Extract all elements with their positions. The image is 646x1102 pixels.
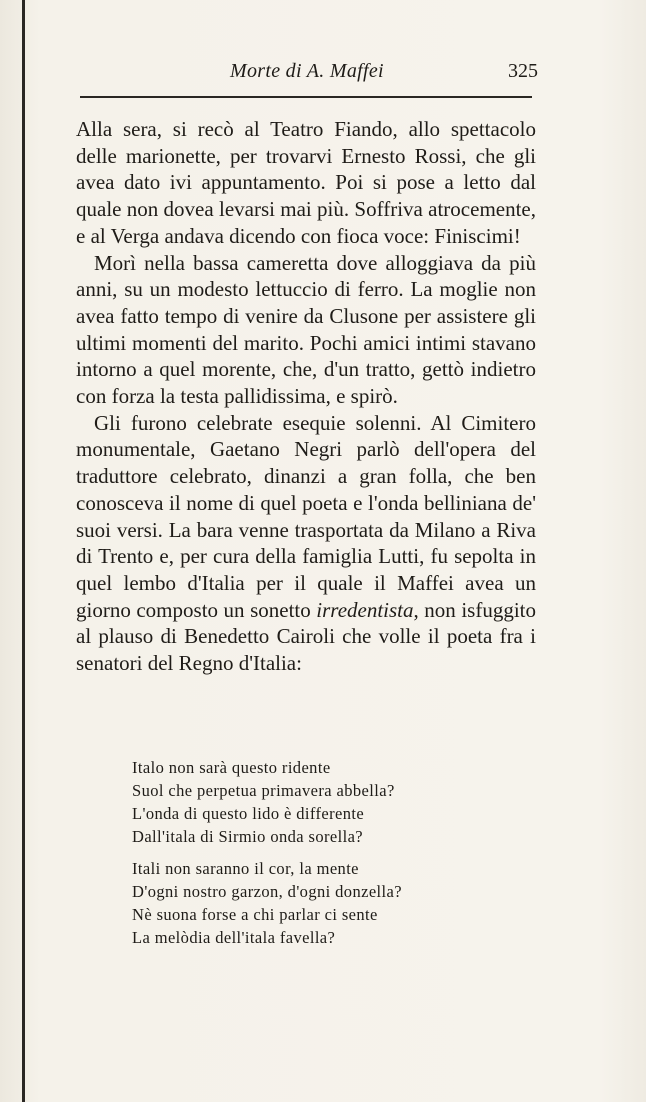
paragraph-3 bbox=[76, 410, 536, 677]
verse-line: Itali non saranno il cor, la mente bbox=[132, 859, 359, 878]
paragraph-3-text-b: , non isfuggito al plauso di Benedetto Cairoli che volle il poeta fra i senatori del Regno d'Italia: bbox=[76, 597, 537, 676]
running-head bbox=[76, 58, 542, 88]
poem-stanza-1 bbox=[132, 756, 472, 848]
italic-word: irredentista bbox=[316, 597, 414, 622]
verse-line: Dall'itala di Sirmio onda sorella? bbox=[132, 827, 364, 846]
body-text bbox=[76, 116, 536, 677]
verse-line: D'ogni nostro garzon, d'ogni donzella? bbox=[132, 882, 402, 901]
verse-line: Italo non sarà questo ridente bbox=[132, 758, 331, 777]
paragraph-1: Alla sera, si recò al Teatro Fiando, allo spettacolo delle marionette, per trovarvi Ernesto Rossi, che gli avea dato ivi appuntamento. Poi si pose a letto dal quale non dovea levarsi mai più. Soffriva atrocemente, e al Verga andava dicendo con fioca voce: Finiscimi! bbox=[76, 117, 536, 248]
binding-edge bbox=[22, 0, 25, 1102]
paragraph-3-text-a: Gli furono celebrate esequie solenni. Al Cimitero monumentale, Gaetano Negri parlò dell'opera del traduttore celebrato, dinanzi a gran folla, che ben conosceva il nome di quel poeta e l'onda belliniana de' suoi versi. La bara venne trasportata da Milano a Riva di Trento e, per cura della famiglia Lutti, fu sepolta in quel lembo d'Italia per il quale il Maffei avea un giorno composto un sonetto bbox=[76, 410, 536, 622]
running-title: Morte di A. Maffei bbox=[230, 60, 384, 82]
verse-line: L'onda di questo lido è differente bbox=[132, 804, 365, 823]
page-number: 325 bbox=[508, 60, 538, 82]
verse-line: Nè suona forse a chi parlar ci sente bbox=[132, 905, 378, 924]
verse-line: La melòdia dell'itala favella? bbox=[132, 928, 336, 947]
paragraph-2: Morì nella bassa cameretta dove alloggiava da più anni, su un modesto lettuccio di ferro. La moglie non avea fatto tempo di venire da Clusone per assistere gli ultimi momenti del marito. Pochi amici intimi stavano intorno a quel morente, che, d'un tratto, gettò indietro con forza la testa pallidissima, e spirò. bbox=[76, 250, 536, 409]
poem-stanza-2 bbox=[132, 857, 472, 949]
verse-line: Suol che perpetua primavera abbella? bbox=[132, 781, 395, 800]
header-rule bbox=[80, 96, 532, 98]
